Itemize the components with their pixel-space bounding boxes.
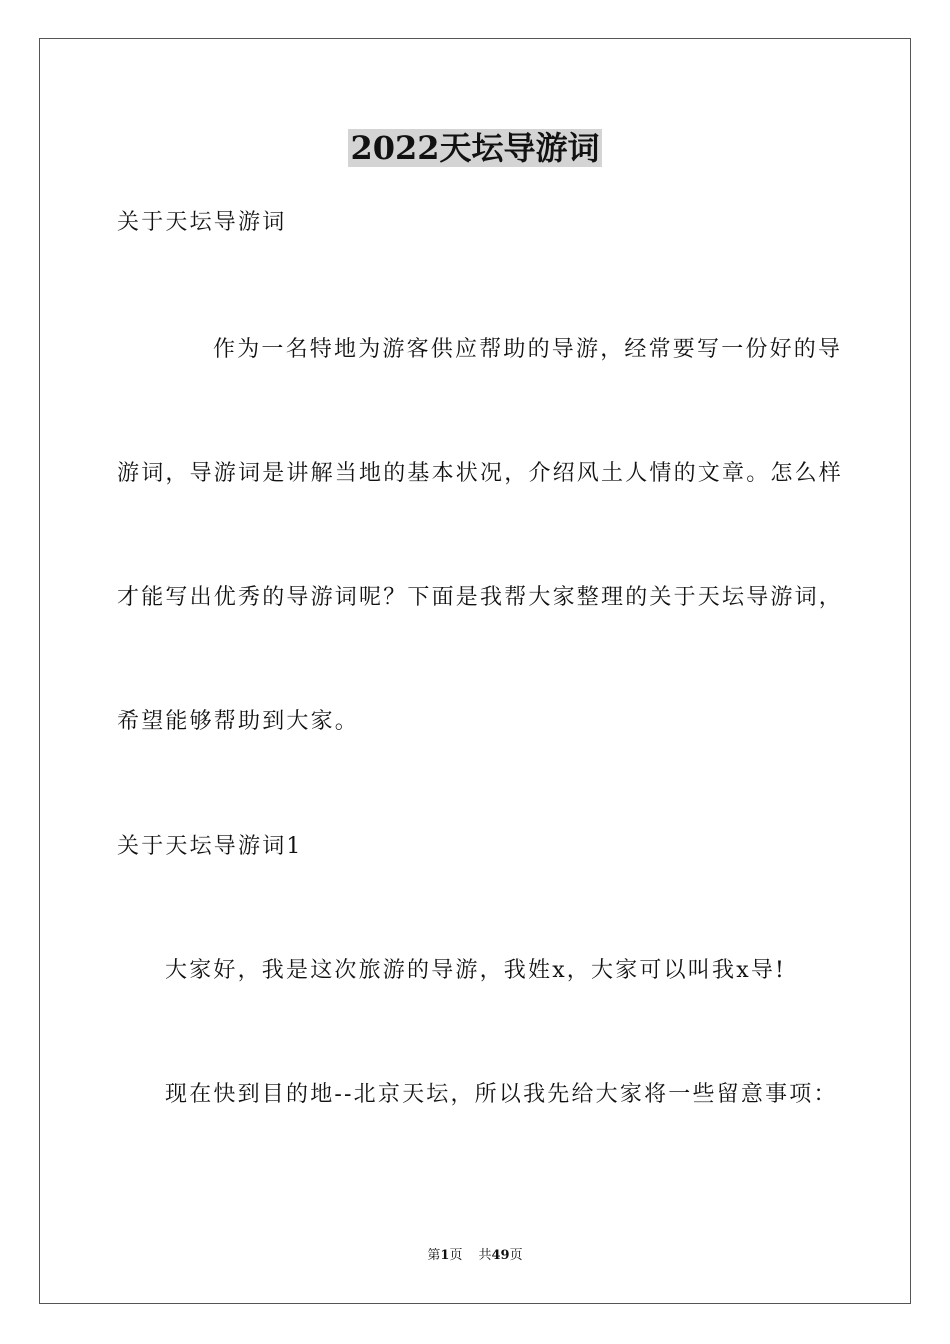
intro-line-4: 希望能够帮助到大家。 [117, 709, 360, 734]
total-prefix: 共 [478, 1248, 492, 1263]
body-line-1: 大家好，我是这次旅游的导游，我姓x，大家可以叫我x导! [165, 958, 787, 983]
intro-line-3: 才能写出优秀的导游词呢？下面是我帮大家整理的关于天坛导游词， [117, 585, 844, 610]
intro-line-1: 作为一名特地为游客供应帮助的导游，经常要写一份好的导 [213, 337, 843, 362]
total-pages: 49 [491, 1248, 510, 1263]
page-current: 1 [440, 1248, 450, 1263]
subtitle: 关于天坛导游词 [117, 210, 287, 235]
document-title-text: 2022天坛导游词 [350, 129, 600, 167]
page-footer [0, 1247, 950, 1265]
body-line-2: 现在快到目的地--北京天坛，所以我先给大家将一些留意事项： [165, 1082, 838, 1107]
intro-line-2: 游词，导游词是讲解当地的基本状况，介绍风土人情的文章。怎么样 [117, 461, 844, 486]
total-suffix: 页 [509, 1248, 523, 1263]
section-heading: 关于天坛导游词1 [117, 834, 303, 859]
page-suffix: 页 [449, 1248, 463, 1263]
document-title [0, 128, 950, 168]
page-prefix: 第 [427, 1248, 441, 1263]
